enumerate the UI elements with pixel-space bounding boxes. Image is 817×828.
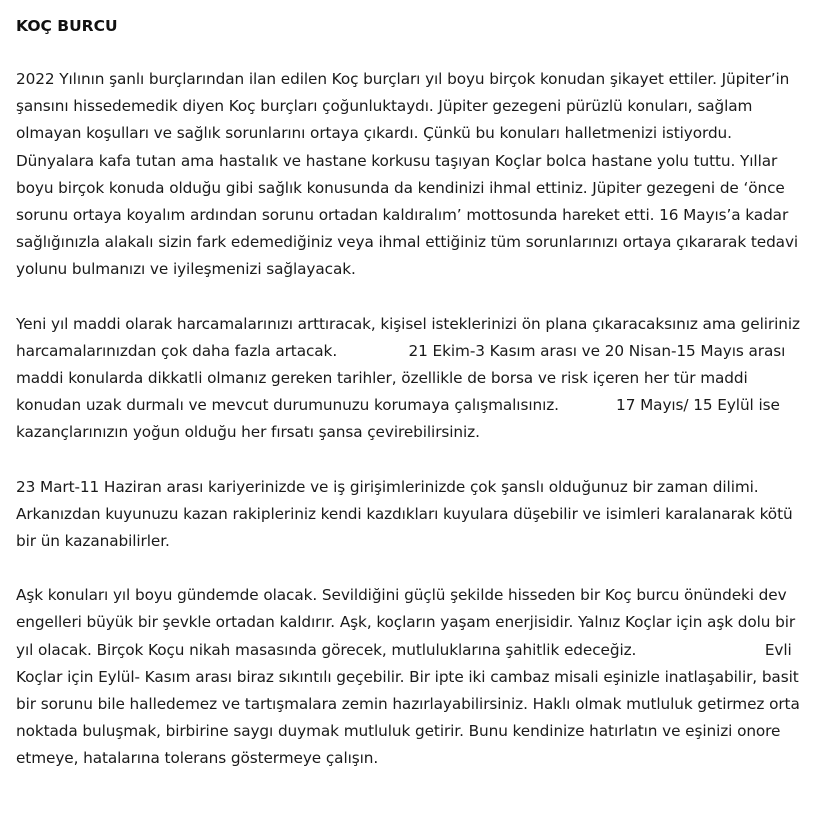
paragraph-finance: Yeni yıl maddi olarak harcamalarınızı arttıracak, kişisel isteklerinizi ön plana çıkaracaksınız ama geliriniz harcamalarınızdan çok daha fazla artacak. 21 Ekim-3 Kasım arası ve 20 Nisan-15 Mayıs arası maddi konularda dikkatli olmanız gereken tarihler, özellikle de borsa ve risk içeren her tür maddi konudan uzak durmalı ve mevcut durumunuzu korumaya çalışmalısınız. 17 Mayıs/ 15 Eylül ise kazançlarınızın yoğun olduğu her fırsatı şansa çevirebilirsiniz. — [16, 314, 805, 442]
paragraph-health: 2022 Yılının şanlı burçlarından ilan edilen Koç burçları yıl boyu birçok konudan şikayet ettiler. Jüpiter’in şansını hissedemedik diyen Koç burçları çoğunluktaydı. Jüpiter gezegeni pürüzlü konuları, sağlam olmayan koşulları ve sağlık sorunlarını ortaya çıkardı. Çünkü bu konuları halletmenizi istiyordu. Dünyalara kafa tutan ama hastalık ve hastane korkusu taşıyan Koçlar bolca hastane yolu tuttu. Yıllar boyu birçok konuda olduğu gibi sağlık konusunda da kendinizi ihmal ettiniz. Jüpiter gezegeni de ‘önce sorunu ortaya koyalım ardından sorunu ortadan kaldıralım’ mottosunda hareket etti. 16 Mayıs’a kadar sağlığınızla alakalı sizin fark edemediğiniz veya ihmal ettiğiniz tüm sorunlarınızı ortaya çıkararak tedavi yolunu bulmanızı ve iyileşmenizi sağlayacak. — [16, 70, 803, 279]
article-title: KOÇ BURCU — [16, 17, 118, 35]
paragraph-career: 23 Mart-11 Haziran arası kariyerinizde ve iş girişimlerinizde çok şanslı olduğunuz bir zaman dilimi. Arkanızdan kuyunuzu kazan rakipleriniz kendi kazdıkları kuyulara düşebilir ve isimleri karalanarak kötü bir ün kazanabilirler. — [16, 477, 798, 551]
paragraph-love: Aşk konuları yıl boyu gündemde olacak. Sevildiğini güçlü şekilde hisseden bir Koç burcu önündeki dev engelleri büyük bir şevkle ortadan kaldırır. Aşk, koçların yaşam enerjisidir. Yalnız Koçlar için aşk dolu bir yıl olacak. Birçok Koçu nikah masasında görecek, mutluluklarına şahitlik edeceğiz. Evli Koçlar için Eylül- Kasım arası biraz sıkıntılı geçebilir. Bir ipte iki cambaz misali eşinizle inatlaşabilir, basit bir sorunu bile halledemez ve tartışmalara zemin hazırlayabilirsiniz. Haklı olmak mutluluk getirmez orta noktada buluşmak, birbirine saygı duymak mutluluk getirir. Bunu kendinize hatırlatın ve eşinizi onore etmeye, hatalarına tolerans göstermeye çalışın. — [16, 586, 805, 768]
